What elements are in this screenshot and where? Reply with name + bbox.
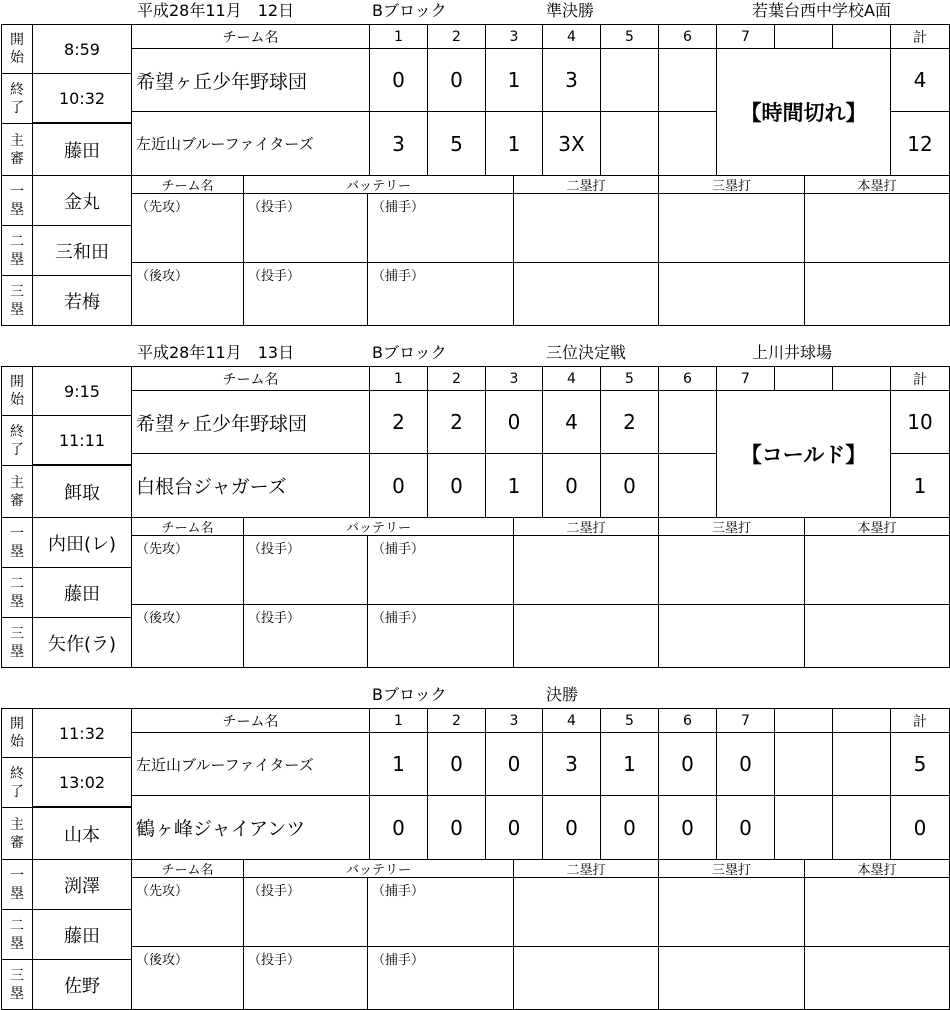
pitcher-cell: （投手）: [243, 877, 368, 947]
inning-score: 0: [369, 795, 428, 860]
team-name: 希望ヶ丘少年野球団: [131, 390, 370, 454]
triples-header: 三塁打: [658, 859, 805, 878]
inning-header: 2: [427, 366, 486, 391]
batting-order: （先攻）: [131, 535, 244, 605]
catcher-cell: （捕手）: [367, 193, 514, 263]
batting-order: （先攻）: [131, 877, 244, 947]
inning-score: 1: [485, 111, 543, 176]
inning-score: 0: [485, 732, 543, 796]
first-base-umpire: 渕澤: [32, 859, 132, 910]
homeruns-cell: [804, 604, 950, 668]
inning-header: 7: [716, 366, 775, 391]
start-time: 9:15: [32, 366, 132, 416]
inning-header: 3: [485, 366, 543, 391]
second-base-umpire: 藤田: [32, 909, 132, 960]
team-name-header: チーム名: [131, 517, 244, 536]
game-date: 平成28年11月 13日: [137, 343, 295, 362]
end-time: 10:32: [32, 73, 132, 124]
team-total: 10: [890, 390, 950, 454]
homeruns-header: 本塁打: [804, 175, 950, 194]
venue-label: 上川井球場: [752, 343, 833, 362]
end-label: [1, 73, 33, 124]
battery-header: バッテリー: [243, 859, 514, 878]
end-label-char: 了: [10, 99, 24, 116]
chief-umpire-label-char: 審: [10, 150, 24, 167]
inning-header: [832, 24, 891, 49]
end-label: [1, 757, 33, 808]
total-header: 計: [890, 708, 950, 733]
triples-cell: [658, 877, 805, 947]
pitcher-cell: （投手）: [243, 604, 368, 668]
inning-header: [774, 366, 833, 391]
inning-header: [832, 366, 891, 391]
game-section: [0, 0, 950, 325]
team-name: 希望ヶ丘少年野球団: [131, 48, 370, 112]
team-name: 白根台ジャガーズ: [131, 453, 370, 518]
chief-umpire: 藤田: [32, 123, 132, 176]
game-note: 【時間切れ】: [716, 48, 891, 176]
inning-score: [774, 732, 833, 796]
start-label-char: 開: [10, 716, 24, 732]
catcher-cell: （捕手）: [367, 877, 514, 947]
chief-umpire-label: [1, 123, 33, 176]
inning-header: 6: [658, 708, 717, 733]
inning-score: 4: [542, 390, 601, 454]
chief-umpire-label: [1, 807, 33, 860]
team-total: 1: [890, 453, 950, 518]
inning-score: 0: [542, 453, 601, 518]
homeruns-header: 本塁打: [804, 517, 950, 536]
second-base-label-char: 二: [10, 917, 24, 934]
inning-score: 3: [369, 111, 428, 176]
inning-score: 0: [369, 48, 428, 112]
start-label-char: 始: [10, 50, 24, 66]
venue-label: 若葉台西中学校A面: [752, 1, 891, 20]
first-base-label: [1, 517, 33, 568]
triples-cell: [658, 262, 805, 326]
inning-score: [832, 732, 891, 796]
third-base-label-char: 三: [10, 967, 24, 984]
first-base-label-char: 一: [10, 867, 24, 884]
inning-score: [832, 795, 891, 860]
second-base-label: [1, 567, 33, 618]
third-base-label: [1, 275, 33, 326]
block-label: Bブロック: [372, 685, 447, 704]
inning-score: 0: [600, 453, 659, 518]
inning-header: [774, 708, 833, 733]
triples-cell: [658, 535, 805, 605]
team-name-header: チーム名: [131, 859, 244, 878]
second-base-label-char: 二: [10, 233, 24, 250]
start-time: 11:32: [32, 708, 132, 758]
game-date: 平成28年11月 12日: [137, 1, 295, 20]
inning-score: 0: [716, 795, 775, 860]
team-total: 5: [890, 732, 950, 796]
third-base-label-char: 塁: [10, 985, 24, 1002]
inning-score: [600, 111, 659, 176]
end-label-char: 終: [10, 81, 24, 98]
start-label-char: 開: [10, 32, 24, 48]
inning-header: 2: [427, 24, 486, 49]
inning-score: 0: [427, 48, 486, 112]
end-label-char: 終: [10, 423, 24, 440]
inning-header: 3: [485, 708, 543, 733]
doubles-cell: [513, 535, 659, 605]
inning-header: 5: [600, 366, 659, 391]
third-base-umpire: 若梅: [32, 275, 132, 326]
third-base-label-char: 三: [10, 283, 24, 300]
catcher-cell: （捕手）: [367, 604, 514, 668]
chief-umpire-label-char: 主: [10, 132, 24, 149]
inning-score: 3: [542, 732, 601, 796]
start-label: [1, 366, 33, 416]
inning-header: 4: [542, 366, 601, 391]
doubles-cell: [513, 946, 659, 1010]
game-section: [0, 342, 950, 667]
homeruns-cell: [804, 877, 950, 947]
end-label-char: 了: [10, 783, 24, 800]
inning-score: [600, 48, 659, 112]
game-section: [0, 684, 950, 1009]
end-time: 13:02: [32, 757, 132, 808]
triples-cell: [658, 946, 805, 1010]
inning-header: 6: [658, 366, 717, 391]
block-label: Bブロック: [372, 343, 447, 362]
inning-header: 2: [427, 708, 486, 733]
chief-umpire-label-char: 審: [10, 834, 24, 851]
inning-score: 2: [600, 390, 659, 454]
start-label-char: 始: [10, 392, 24, 408]
inning-score: [774, 795, 833, 860]
team-name-header: チーム名: [131, 24, 370, 49]
inning-score: 0: [369, 453, 428, 518]
inning-header: [774, 24, 833, 49]
catcher-cell: （捕手）: [367, 262, 514, 326]
inning-score: 0: [427, 453, 486, 518]
team-name: 左近山ブルーファイターズ: [131, 111, 370, 176]
round-label: 三位決定戦: [546, 343, 627, 362]
homeruns-cell: [804, 535, 950, 605]
end-label: [1, 415, 33, 466]
chief-umpire-label-char: 審: [10, 492, 24, 509]
third-base-label-char: 三: [10, 625, 24, 642]
pitcher-cell: （投手）: [243, 535, 368, 605]
first-base-label: [1, 175, 33, 226]
inning-score: 2: [427, 390, 486, 454]
inning-score: 0: [716, 732, 775, 796]
first-base-umpire: 内田(レ): [32, 517, 132, 568]
total-header: 計: [890, 24, 950, 49]
pitcher-cell: （投手）: [243, 193, 368, 263]
second-base-label-char: 二: [10, 575, 24, 592]
team-total: 12: [890, 111, 950, 176]
team-name: 鶴ヶ峰ジャイアンツ: [131, 795, 370, 860]
inning-score: 1: [369, 732, 428, 796]
inning-header: 4: [542, 708, 601, 733]
inning-header: [832, 708, 891, 733]
second-base-label: [1, 225, 33, 276]
first-base-label: [1, 859, 33, 910]
homeruns-header: 本塁打: [804, 859, 950, 878]
chief-umpire: 山本: [32, 807, 132, 860]
chief-umpire-label: [1, 465, 33, 518]
batting-order: （後攻）: [131, 262, 244, 326]
catcher-cell: （捕手）: [367, 535, 514, 605]
round-label: 準決勝: [546, 1, 595, 20]
second-base-label: [1, 909, 33, 960]
triples-header: 三塁打: [658, 175, 805, 194]
chief-umpire-label-char: 主: [10, 474, 24, 491]
first-base-label-char: 一: [10, 183, 24, 200]
start-label-char: 始: [10, 734, 24, 750]
chief-umpire: 餌取: [32, 465, 132, 518]
batting-order: （後攻）: [131, 604, 244, 668]
inning-header: 1: [369, 366, 428, 391]
round-label: 決勝: [546, 685, 579, 704]
batting-order: （先攻）: [131, 193, 244, 263]
inning-header: 1: [369, 24, 428, 49]
inning-header: 7: [716, 708, 775, 733]
second-base-umpire: 藤田: [32, 567, 132, 618]
inning-score: [658, 111, 717, 176]
block-label: Bブロック: [372, 1, 447, 20]
end-label-char: 了: [10, 441, 24, 458]
first-base-umpire: 金丸: [32, 175, 132, 226]
end-label-char: 終: [10, 765, 24, 782]
third-base-umpire: 矢作(ラ): [32, 617, 132, 668]
third-base-label: [1, 959, 33, 1010]
inning-header: 4: [542, 24, 601, 49]
second-base-umpire: 三和田: [32, 225, 132, 276]
batting-order: （後攻）: [131, 946, 244, 1010]
homeruns-cell: [804, 946, 950, 1010]
inning-header: 5: [600, 24, 659, 49]
inning-header: 6: [658, 24, 717, 49]
team-name-header: チーム名: [131, 175, 244, 194]
second-base-label-char: 塁: [10, 593, 24, 610]
doubles-cell: [513, 262, 659, 326]
start-label-char: 開: [10, 374, 24, 390]
inning-score: 0: [542, 795, 601, 860]
inning-header: 5: [600, 708, 659, 733]
first-base-label-char: 塁: [10, 201, 24, 218]
battery-header: バッテリー: [243, 517, 514, 536]
battery-header: バッテリー: [243, 175, 514, 194]
inning-header: 7: [716, 24, 775, 49]
inning-score: 2: [369, 390, 428, 454]
second-base-label-char: 塁: [10, 935, 24, 952]
inning-score: [658, 453, 717, 518]
inning-score: 0: [485, 390, 543, 454]
inning-score: 1: [600, 732, 659, 796]
first-base-label-char: 塁: [10, 885, 24, 902]
inning-header: 1: [369, 708, 428, 733]
inning-score: 0: [485, 795, 543, 860]
inning-score: 0: [600, 795, 659, 860]
inning-score: 0: [427, 732, 486, 796]
doubles-header: 二塁打: [513, 175, 659, 194]
doubles-header: 二塁打: [513, 517, 659, 536]
first-base-label-char: 塁: [10, 543, 24, 560]
inning-header: 3: [485, 24, 543, 49]
third-base-label-char: 塁: [10, 643, 24, 660]
doubles-cell: [513, 193, 659, 263]
doubles-cell: [513, 877, 659, 947]
catcher-cell: （捕手）: [367, 946, 514, 1010]
homeruns-cell: [804, 262, 950, 326]
inning-score: 1: [485, 453, 543, 518]
doubles-header: 二塁打: [513, 859, 659, 878]
inning-score: 3: [542, 48, 601, 112]
team-name: 左近山ブルーファイターズ: [131, 732, 370, 796]
start-time: 8:59: [32, 24, 132, 74]
inning-score: 0: [658, 795, 717, 860]
team-name-header: チーム名: [131, 366, 370, 391]
start-label: [1, 24, 33, 74]
inning-score: 0: [427, 795, 486, 860]
end-time: 11:11: [32, 415, 132, 466]
triples-cell: [658, 193, 805, 263]
start-label: [1, 708, 33, 758]
third-base-label: [1, 617, 33, 668]
triples-header: 三塁打: [658, 517, 805, 536]
third-base-umpire: 佐野: [32, 959, 132, 1010]
total-header: 計: [890, 366, 950, 391]
first-base-label-char: 一: [10, 525, 24, 542]
triples-cell: [658, 604, 805, 668]
inning-score: 0: [658, 732, 717, 796]
inning-score: [658, 48, 717, 112]
second-base-label-char: 塁: [10, 251, 24, 268]
pitcher-cell: （投手）: [243, 262, 368, 326]
team-total: 4: [890, 48, 950, 112]
pitcher-cell: （投手）: [243, 946, 368, 1010]
homeruns-cell: [804, 193, 950, 263]
inning-score: [658, 390, 717, 454]
doubles-cell: [513, 604, 659, 668]
inning-score: 1: [485, 48, 543, 112]
team-name-header: チーム名: [131, 708, 370, 733]
inning-score: 5: [427, 111, 486, 176]
third-base-label-char: 塁: [10, 301, 24, 318]
game-note: 【コールド】: [716, 390, 891, 518]
chief-umpire-label-char: 主: [10, 816, 24, 833]
team-total: 0: [890, 795, 950, 860]
inning-score: 3X: [542, 111, 601, 176]
